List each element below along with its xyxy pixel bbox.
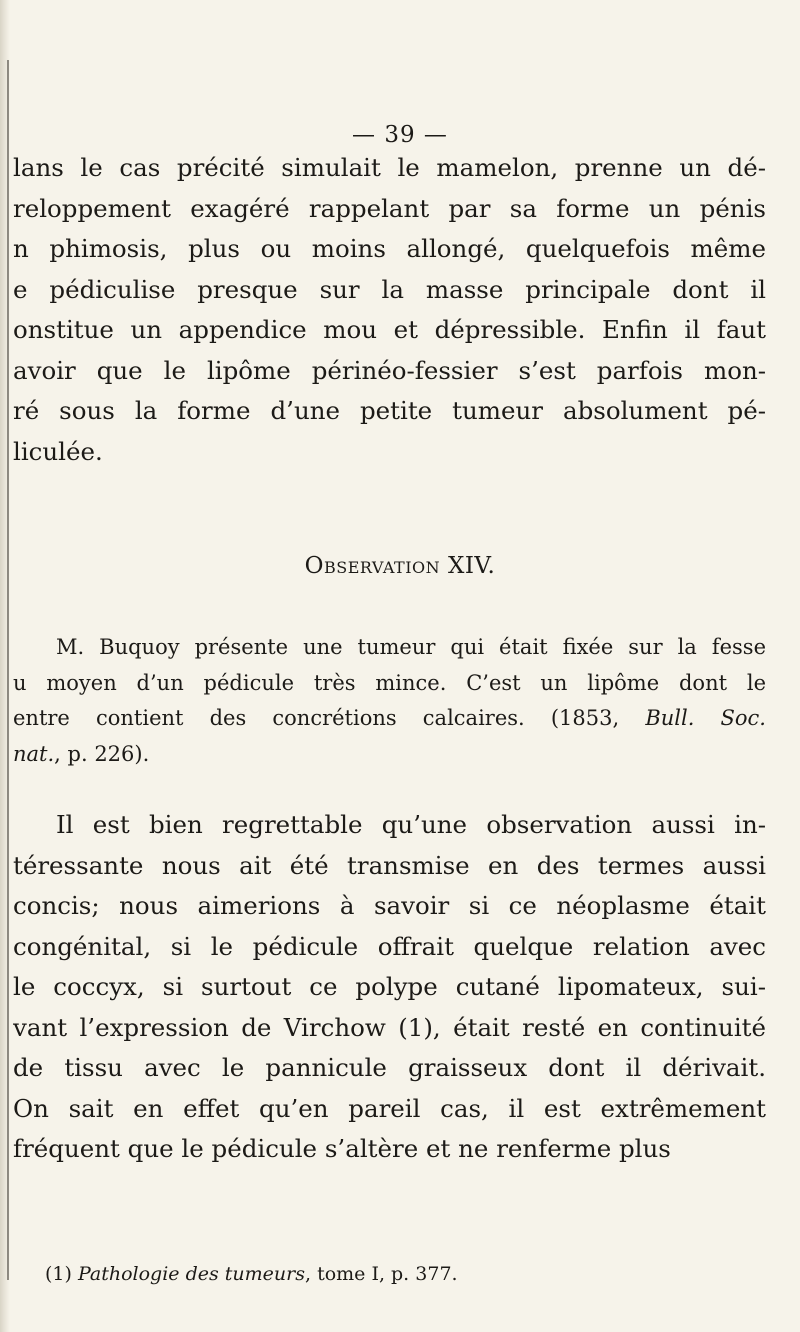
text-line: avoir que le lipôme périnéo-fessier s’est parfois mon-: [13, 355, 766, 385]
footnote-title: Pathologie des tumeurs: [77, 1263, 305, 1285]
journal-reference: nat.: [13, 741, 55, 766]
journal-reference: Bull. Soc.: [645, 706, 766, 730]
text-line-with-reference: [13, 737, 766, 773]
text-line: liculée.: [13, 436, 103, 466]
text-line: M. Buquoy présente une tumeur qui était fixée sur la fesse: [56, 635, 766, 659]
page-number: — 39 —: [352, 122, 448, 148]
paragraph-3: [13, 805, 766, 1170]
text-line: ré sous la forme d’une petite tumeur absolument pé-: [13, 396, 766, 425]
text-span: entre contient des concrétions calcaires. (1853,: [13, 706, 620, 730]
text-line: On sait en effet qu’en pareil cas, il est extrêmement: [13, 1093, 766, 1123]
text-line: vant l’expression de Virchow (1), était resté en continuité: [13, 1012, 766, 1042]
text-line: Il est bien regrettable qu’une observation aussi in-: [56, 810, 766, 839]
text-line: u moyen d’un pédicule très mince. C’est un lipôme dont le: [13, 670, 766, 695]
text-line: lans le cas précité simulait le mamelon, prenne un dé-: [13, 153, 766, 182]
text-line: concis; nous aimerions à savoir si ce néoplasme était: [13, 891, 766, 920]
text-line: reloppement exagéré rappelant par sa forme un pénis: [13, 193, 766, 223]
paragraph-1: [13, 148, 766, 472]
text-span: , p. 226).: [54, 741, 150, 766]
text-line: fréquent que le pédicule s’altère et ne renferme plus: [13, 1134, 671, 1163]
text-line: de tissu avec le pannicule graisseux dont il dérivait.: [13, 1053, 766, 1082]
footnote-rest: , tome I, p. 377.: [304, 1263, 458, 1285]
footnote-marker: (1): [45, 1263, 72, 1285]
text-line-with-reference: [13, 701, 766, 737]
section-heading: Observation XIV.: [304, 553, 496, 579]
text-line: onstitue un appendice mou et dépressible. Enfin il faut: [13, 315, 766, 344]
text-line: téressante nous ait été transmise en des termes aussi: [13, 850, 766, 880]
paragraph-2: [13, 630, 766, 772]
text-line: e pédiculise presque sur la masse principale dont il: [13, 274, 766, 304]
text-line: n phimosis, plus ou moins allongé, quelquefois même: [13, 234, 766, 263]
page-binding-rule: [7, 60, 9, 1280]
text-line: congénital, si le pédicule offrait quelque relation avec: [13, 931, 766, 961]
footnote: [45, 1263, 458, 1285]
text-line: le coccyx, si surtout ce polype cutané lipomateux, sui-: [13, 972, 766, 1001]
